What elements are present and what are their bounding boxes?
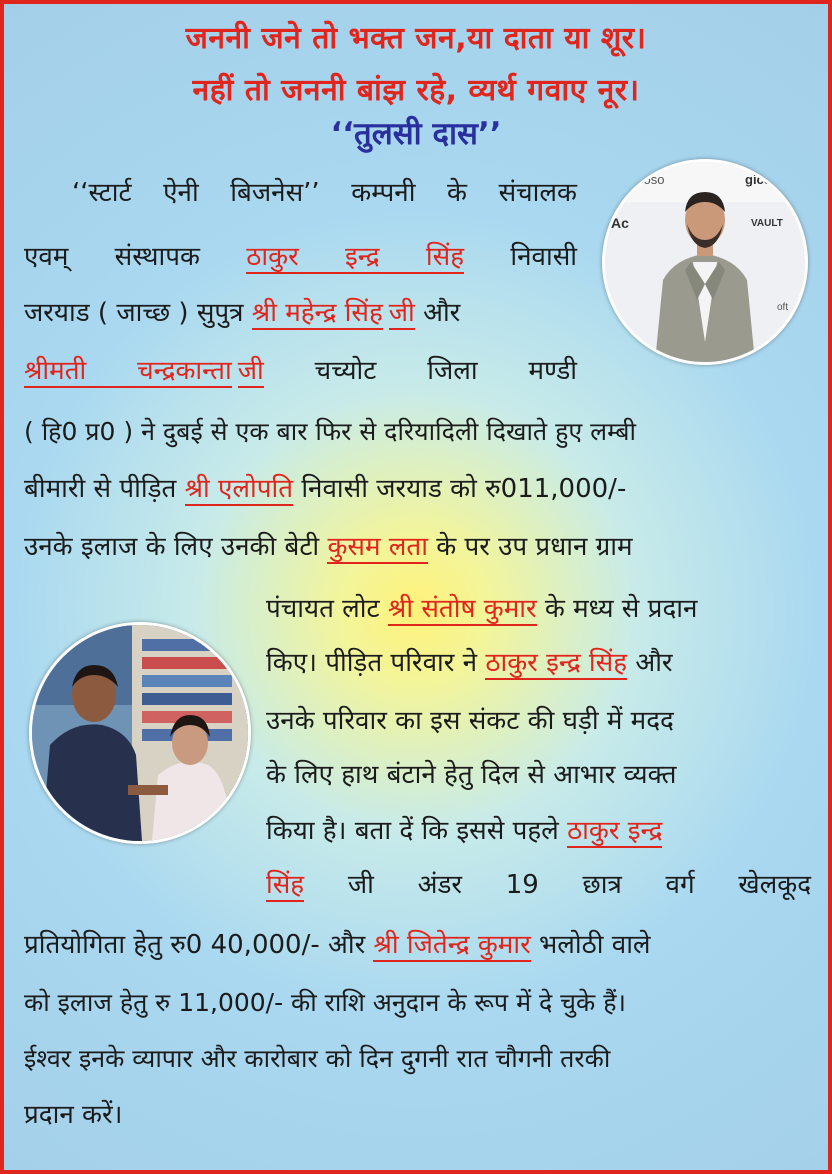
body-line-4 <box>24 356 577 387</box>
body-line-13-text-b: जी अंडर 19 छात्र वर्ग खेलकूद <box>347 870 812 900</box>
body-line-4-text-c: चच्योट जिला मण्डी <box>314 356 578 386</box>
banner-vault-text: VAULT <box>751 218 783 229</box>
donation-photo <box>29 622 251 844</box>
founder-photo <box>602 159 808 365</box>
body-line-1-text: ‘‘स्टार्ट ऐनी बिजनेस’’ कम्पनी के संचालक <box>72 178 577 208</box>
body-line-3-text-a: जरयाड ( जाच्छ ) सुपुत्र <box>24 298 244 328</box>
body-line-9-text-a: किए। पीड़ित परिवार ने <box>266 648 478 678</box>
donation-photo-illustration <box>32 625 248 841</box>
name-mahendra-singh-ji: जी <box>388 298 415 328</box>
banner-ac-text: Ac <box>611 215 629 231</box>
logo-microsoft-text: Microso <box>619 172 665 187</box>
body-line-14-text-c: भलोठी वाले <box>539 930 651 960</box>
banner-soft-text: oft <box>777 302 789 313</box>
verse-attribution: ‘‘तुलसी दास’’ <box>330 116 502 152</box>
body-line-10-text: उनके परिवार का इस संकट की घड़ी में मदद <box>266 706 674 736</box>
body-line-13 <box>266 870 811 901</box>
body-line-8 <box>266 594 826 625</box>
body-line-14-text-a: प्रतियोगिता हेतु रु0 40,000/- और <box>24 930 366 960</box>
body-line-1 <box>72 178 577 209</box>
body-line-7 <box>24 532 824 563</box>
body-line-8-text-a: पंचायत लोट <box>266 594 380 624</box>
verse-line-1: जननी जने तो भक्त जन,या दाता या शूर। <box>185 21 647 56</box>
name-thakur-indra-singh-2: ठाकुर इन्द्र सिंह <box>485 648 628 678</box>
body-line-3 <box>24 298 584 329</box>
logo-logicon-text: gicon <box>745 172 780 187</box>
body-line-6-text-a: बीमारी से पीड़ित <box>24 474 177 504</box>
body-line-9 <box>266 648 826 679</box>
verse-line-2: नहीं तो जननी बांझ रहे, व्यर्थ गवाए नूर। <box>192 73 640 108</box>
body-line-11 <box>266 760 826 791</box>
name-kusam-lata: कुसम लता <box>327 532 428 562</box>
body-line-17-text: प्रदान करें। <box>24 1100 123 1130</box>
body-line-7-text-a: उनके इलाज के लिए उनकी बेटी <box>24 532 320 562</box>
body-line-11-text: के लिए हाथ बंटाने हेतु दिल से आभार व्यक्त <box>266 760 677 790</box>
name-thakur-indra: ठाकुर इन्द्र <box>567 816 663 846</box>
body-line-6 <box>24 474 824 505</box>
body-line-9-text-c: और <box>635 648 673 678</box>
name-chandrakanta-ji: जी <box>237 356 264 386</box>
body-line-2-text-c: निवासी <box>510 242 578 272</box>
name-singh: सिंह <box>266 870 305 900</box>
body-line-14 <box>24 930 824 961</box>
name-chandrakanta: श्रीमती चन्द्रकान्ता <box>24 356 232 386</box>
name-mahendra-singh: श्री महेन्द्र सिंह <box>251 298 383 328</box>
name-thakur-indra-singh: ठाकुर इन्द्र सिंह <box>246 242 465 272</box>
body-line-17 <box>24 1100 424 1131</box>
body-line-15 <box>24 988 824 1018</box>
name-jitendra-kumar: श्री जितेन्द्र कुमार <box>373 930 531 960</box>
body-line-3-text-d: और <box>423 298 461 328</box>
body-line-2 <box>24 242 577 273</box>
body-line-16 <box>24 1044 824 1074</box>
body-line-12-text-a: किया है। बता दें कि इससे पहले <box>266 816 559 846</box>
name-shri-alopati: श्री एलोपति <box>184 474 294 504</box>
body-line-5-text: ( हि0 प्र0 ) ने दुबई से एक बार फिर से दरियादिली दिखाते हुए लम्बी <box>24 417 636 446</box>
founder-photo-illustration <box>605 162 805 362</box>
body-line-6-text-c: निवासी जरयाड को रु011,000/- <box>301 474 627 504</box>
body-line-7-text-c: के पर उप प्रधान ग्राम <box>436 532 633 562</box>
body-line-8-text-c: के मध्य से प्रदान <box>544 594 698 624</box>
body-line-15-text: को इलाज हेतु रु 11,000/- की राशि अनुदान के रूप में दे चुके हैं। <box>24 988 626 1017</box>
body-line-12 <box>266 816 826 847</box>
body-line-10 <box>266 706 826 737</box>
body-line-2-text-a: एवम् संस्थापक <box>24 242 200 272</box>
body-line-5 <box>24 417 824 447</box>
name-santosh-kumar: श्री संतोष कुमार <box>387 594 537 624</box>
body-line-16-text: ईश्वर इनके व्यापार और कारोबार को दिन दुगनी रात चौगनी तरकी <box>24 1044 611 1073</box>
